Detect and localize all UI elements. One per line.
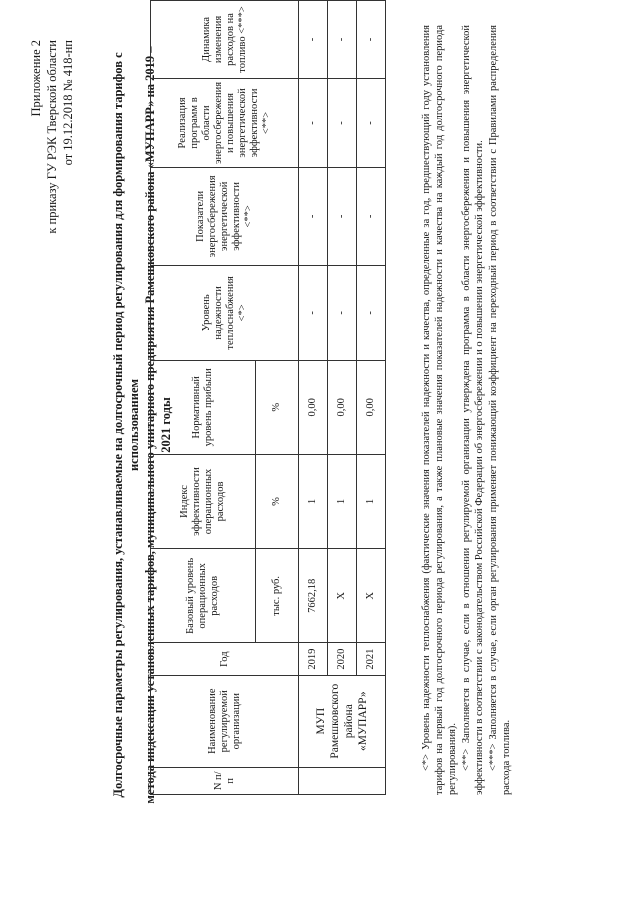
header-profit: Нормативный уровень прибыли [151, 360, 256, 454]
footnotes [420, 25, 514, 795]
table-header-row [151, 1, 256, 795]
parameters-table [150, 0, 386, 795]
footnote-energy: <**> Заполняется в случае, если в отношении регулируемой организации утверждена программа в области энергосбережения и повышения энергетической эффективности в соответствии с законодательством Российской Федерации об энергосбережении и о повышении энергетической эффективности. [461, 25, 485, 795]
cell-index: 1 [357, 454, 386, 549]
table-row [299, 1, 328, 795]
cell-base: X [357, 549, 386, 643]
appendix-reference [28, 40, 76, 234]
cell-profit: 0,00 [357, 360, 386, 454]
header-energy: Показатели энергосбережения энергетической эффективности <**> [151, 167, 299, 265]
appendix-order: к приказу ГУ РЭК Тверской области [45, 40, 59, 234]
cell-reliability: - [357, 265, 386, 360]
appendix-date: от 19.12.2018 № 418-нп [61, 40, 75, 166]
cell-profit: 0,00 [328, 360, 357, 454]
unit-index: % [256, 454, 299, 549]
cell-dynamics: - [299, 1, 328, 79]
header-implementation: Реализация программ в области энергосбережения и повышения энергетической эффективности <**> [151, 78, 299, 167]
heading-line-2: метода индексации установленных тарифов, муниципального унитарного предприятия Рамешковского района «МУПАРР» на 2019 – 2021 годы [143, 46, 173, 804]
header-dynamics: Динамика изменения расходов на топливо <***> [151, 1, 299, 79]
cell-implementation: - [328, 78, 357, 167]
cell-reliability: - [299, 265, 328, 360]
cell-year: 2020 [328, 643, 357, 675]
cell-reliability: - [328, 265, 357, 360]
unit-base: тыс. руб. [256, 549, 299, 643]
cell-profit: 0,00 [299, 360, 328, 454]
cell-energy: - [299, 167, 328, 265]
header-base: Базовый уровень операционных расходов [151, 549, 256, 643]
cell-dynamics: - [328, 1, 357, 79]
appendix-title: Приложение 2 [29, 40, 43, 117]
cell-year: 2021 [357, 643, 386, 675]
cell-base: 7662,18 [299, 549, 328, 643]
header-name: Наименование регулируемой организации [151, 675, 299, 767]
cell-index: 1 [328, 454, 357, 549]
cell-base: X [328, 549, 357, 643]
heading-line-1: Долгосрочные параметры регулирования, устанавливаемые на долгосрочный период регулирования для формирования тарифов с использованием [111, 52, 141, 798]
cell-energy: - [328, 167, 357, 265]
cell-n [299, 767, 386, 794]
footnote-reliability: <*> Уровень надежности теплоснабжения (фактические значения показателей надежности и качества, определенные за год, предшествующий году установления тарифов на первый год долгосрочного периода регулирования, а также плановые значения показателей надежности и качества на каждый год долгосрочного периода регулирования). [421, 25, 458, 795]
footnote-fuel: <***> Заполняется в случае, если орган регулирования применяет понижающий коэффициент на переходный период в соответствии с Правилами распределения расхода топлива. [488, 25, 512, 795]
cell-index: 1 [299, 454, 328, 549]
cell-energy: - [357, 167, 386, 265]
header-reliability: Уровень надежности теплоснабжения <*> [151, 265, 299, 360]
unit-profit: % [256, 360, 299, 454]
header-n: N п/п [151, 767, 299, 794]
cell-implementation: - [299, 78, 328, 167]
header-year: Год [151, 643, 299, 675]
cell-implementation: - [357, 78, 386, 167]
cell-year: 2019 [299, 643, 328, 675]
cell-org-name: МУП Рамешковского района «МУПАРР» [299, 675, 386, 767]
cell-dynamics: - [357, 1, 386, 79]
header-index: Индекс эффективности операционных расходов [151, 454, 256, 549]
